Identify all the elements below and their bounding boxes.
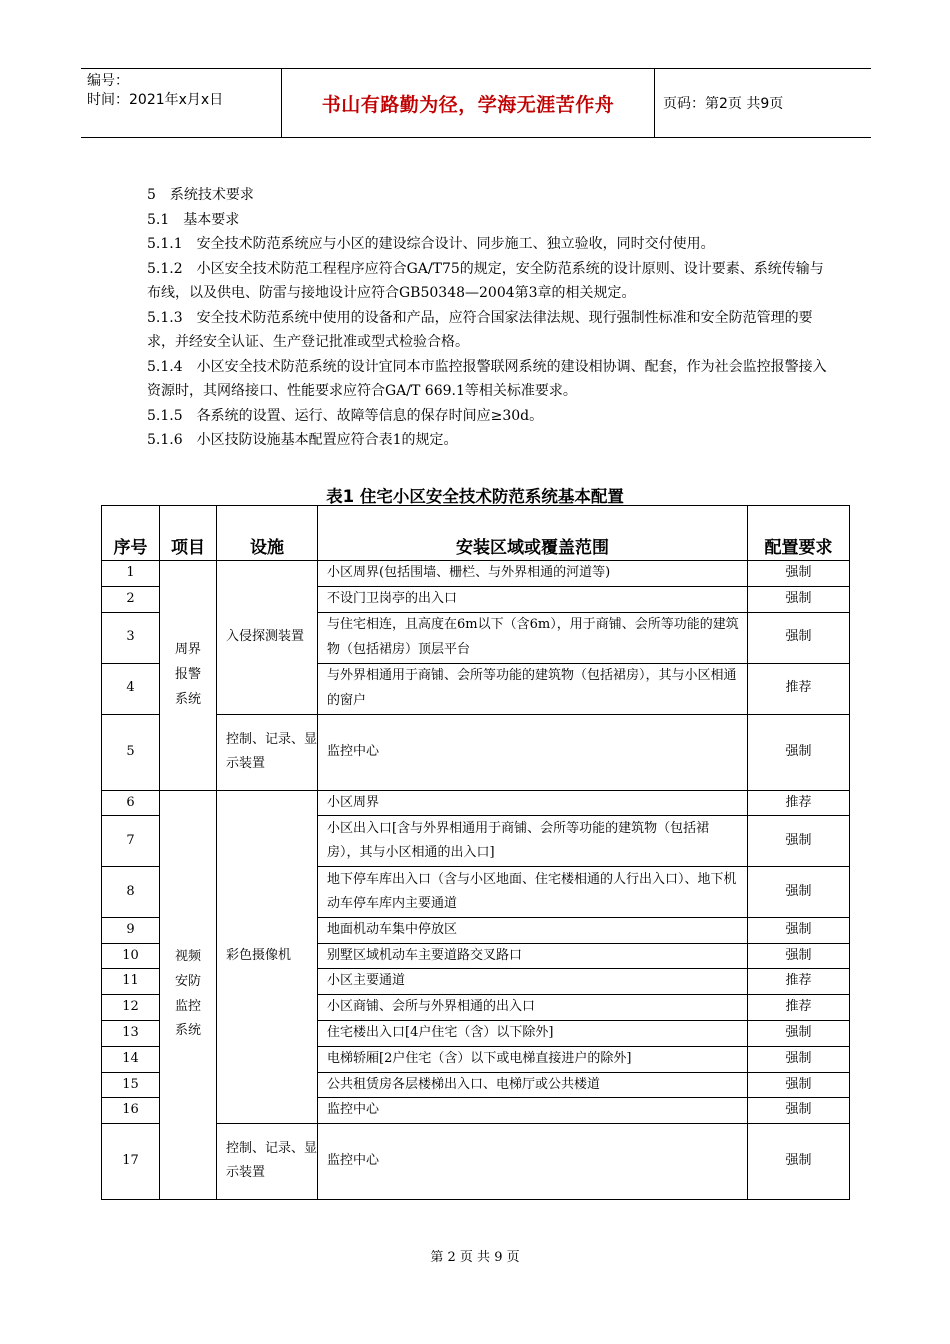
row-number: 13 [102, 1020, 160, 1046]
row-number: 5 [102, 714, 160, 790]
area-cell: 监控中心 [318, 714, 748, 790]
row-number: 4 [102, 663, 160, 714]
doc-number-label: 编号： [87, 73, 129, 89]
table-row [102, 561, 850, 587]
header-item: 项目 [160, 506, 217, 561]
requirement-cell: 强制 [748, 587, 850, 613]
header-page-label: 页码：第2页 共9页 [663, 96, 784, 112]
requirement-cell: 推荐 [748, 969, 850, 995]
section-number: 5.1 [147, 211, 170, 228]
paragraph [147, 257, 837, 306]
requirement-cell: 强制 [748, 1046, 850, 1072]
section-heading: 系统技术要求 [169, 187, 254, 203]
clause-text: 各系统的设置、运行、故障等信息的保存时间应≥30d。 [196, 407, 544, 424]
requirement-cell: 强制 [748, 714, 850, 790]
area-cell: 小区出入口[含与外界相通用于商铺、会所等功能的建筑物（包括裙房），其与小区相通的出入口] [318, 816, 748, 867]
clause-text: 小区技防设施基本配置应符合表1的规定。 [196, 432, 458, 448]
requirement-cell: 推荐 [748, 994, 850, 1020]
area-cell: 与住宅相连，且高度在6m以下（含6m），用于商铺、会所等功能的建筑物（包括裙房）顶层平台 [318, 612, 748, 663]
requirement-cell: 强制 [748, 918, 850, 944]
row-number: 14 [102, 1046, 160, 1072]
header-motto: 书山有路勤为径，学海无涯苦作舟 [282, 69, 655, 137]
header-requirement: 配置要求 [748, 506, 850, 561]
row-number: 3 [102, 612, 160, 663]
area-cell: 地下停车库出入口（含与小区地面、住宅楼相通的人行出入口）、地下机动车停车库内主要通道 [318, 867, 748, 918]
requirement-cell: 强制 [748, 561, 850, 587]
area-cell: 监控中心 [318, 1123, 748, 1199]
area-cell: 小区主要通道 [318, 969, 748, 995]
row-number: 10 [102, 943, 160, 969]
row-number: 16 [102, 1098, 160, 1124]
requirement-cell: 推荐 [748, 790, 850, 816]
requirement-cell: 强制 [748, 943, 850, 969]
row-number: 15 [102, 1072, 160, 1098]
area-cell: 不设门卫岗亭的出入口 [318, 587, 748, 613]
row-number: 11 [102, 969, 160, 995]
item-cell [160, 790, 217, 1199]
config-table [101, 505, 850, 1200]
requirement-cell: 推荐 [748, 663, 850, 714]
page-footer: 第 2 页 共 9 页 [430, 1250, 520, 1265]
table-row [102, 790, 850, 816]
clause-number: 5.1.3 [147, 309, 183, 326]
paragraph [147, 355, 837, 404]
area-cell: 小区周界 [318, 790, 748, 816]
requirement-cell: 强制 [748, 1072, 850, 1098]
section-heading: 基本要求 [183, 211, 240, 228]
row-number: 12 [102, 994, 160, 1020]
row-number: 8 [102, 867, 160, 918]
row-number: 7 [102, 816, 160, 867]
row-number: 2 [102, 587, 160, 613]
page-header [81, 68, 871, 138]
header-no: 序号 [102, 506, 160, 561]
paragraph [147, 428, 837, 453]
area-cell: 住宅楼出入口[4户住宅（含）以下除外] [318, 1020, 748, 1046]
clause-number: 5.1.4 [147, 358, 183, 375]
paragraph [147, 404, 837, 429]
table-header-row [102, 506, 850, 561]
clause-number: 5.1.1 [147, 236, 183, 252]
doc-time-label: 时间：2021年x月x日 [87, 92, 224, 108]
section-number: 5 [147, 187, 156, 203]
row-number: 9 [102, 918, 160, 944]
facility-cell: 控制、记录、显示装置 [217, 714, 318, 790]
area-cell: 电梯轿厢[2户住宅（含）以下或电梯直接进户的除外] [318, 1046, 748, 1072]
item-video: 视频安防监控系统 [174, 949, 201, 1039]
clause-text: 安全技术防范系统应与小区的建设综合设计、同步施工、独立验收，同时交付使用。 [196, 236, 715, 252]
facility-cell: 控制、记录、显示装置 [217, 1123, 318, 1199]
requirement-cell: 强制 [748, 612, 850, 663]
header-area: 安装区域或覆盖范围 [318, 506, 748, 561]
clause-text: 小区安全技术防范系统的设计宜同本市监控报警联网系统的建设相协调、配套，作为社会监控报警接入资源时，其网络接口、性能要求应符合GA/T 669.1等相关标准要求。 [147, 358, 827, 399]
clause-number: 5.1.2 [147, 260, 183, 277]
area-cell: 地面机动车集中停放区 [318, 918, 748, 944]
row-number: 17 [102, 1123, 160, 1199]
area-cell: 监控中心 [318, 1098, 748, 1124]
header-meta [81, 69, 282, 137]
requirement-cell: 强制 [748, 816, 850, 867]
clause-number: 5.1.5 [147, 407, 183, 424]
document-body [147, 183, 837, 453]
area-cell: 别墅区域机动车主要道路交叉路口 [318, 943, 748, 969]
clause-text: 小区安全技术防范工程程序应符合GA/T75的规定，安全防范系统的设计原则、设计要素、系统传输与布线，以及供电、防雷与接地设计应符合GB50348—2004第3章的相关规定。 [147, 260, 824, 301]
paragraph [147, 183, 837, 208]
requirement-cell: 强制 [748, 1123, 850, 1199]
table-title: 表1 住宅小区安全技术防范系统基本配置 [326, 487, 624, 506]
paragraph [147, 232, 837, 257]
facility-cell: 彩色摄像机 [217, 790, 318, 1123]
area-cell: 小区周界(包括围墙、栅栏、与外界相通的河道等) [318, 561, 748, 587]
requirement-cell: 强制 [748, 1098, 850, 1124]
item-cell [160, 561, 217, 791]
area-cell: 小区商铺、会所与外界相通的出入口 [318, 994, 748, 1020]
paragraph [147, 306, 837, 355]
facility-cell: 入侵探测装置 [217, 561, 318, 715]
row-number: 6 [102, 790, 160, 816]
area-cell: 与外界相通用于商铺、会所等功能的建筑物（包括裙房），其与小区相通的窗户 [318, 663, 748, 714]
paragraph [147, 208, 837, 233]
clause-text: 安全技术防范系统中使用的设备和产品，应符合国家法律法规、现行强制性标准和安全防范管理的要求，并经安全认证、生产登记批准或型式检验合格。 [147, 309, 813, 350]
item-perimeter: 周界报警系统 [174, 642, 201, 707]
row-number: 1 [102, 561, 160, 587]
area-cell: 公共租赁房各层楼梯出入口、电梯厅或公共楼道 [318, 1072, 748, 1098]
header-facility: 设施 [217, 506, 318, 561]
requirement-cell: 强制 [748, 1020, 850, 1046]
requirement-cell: 强制 [748, 867, 850, 918]
clause-number: 5.1.6 [147, 432, 183, 448]
